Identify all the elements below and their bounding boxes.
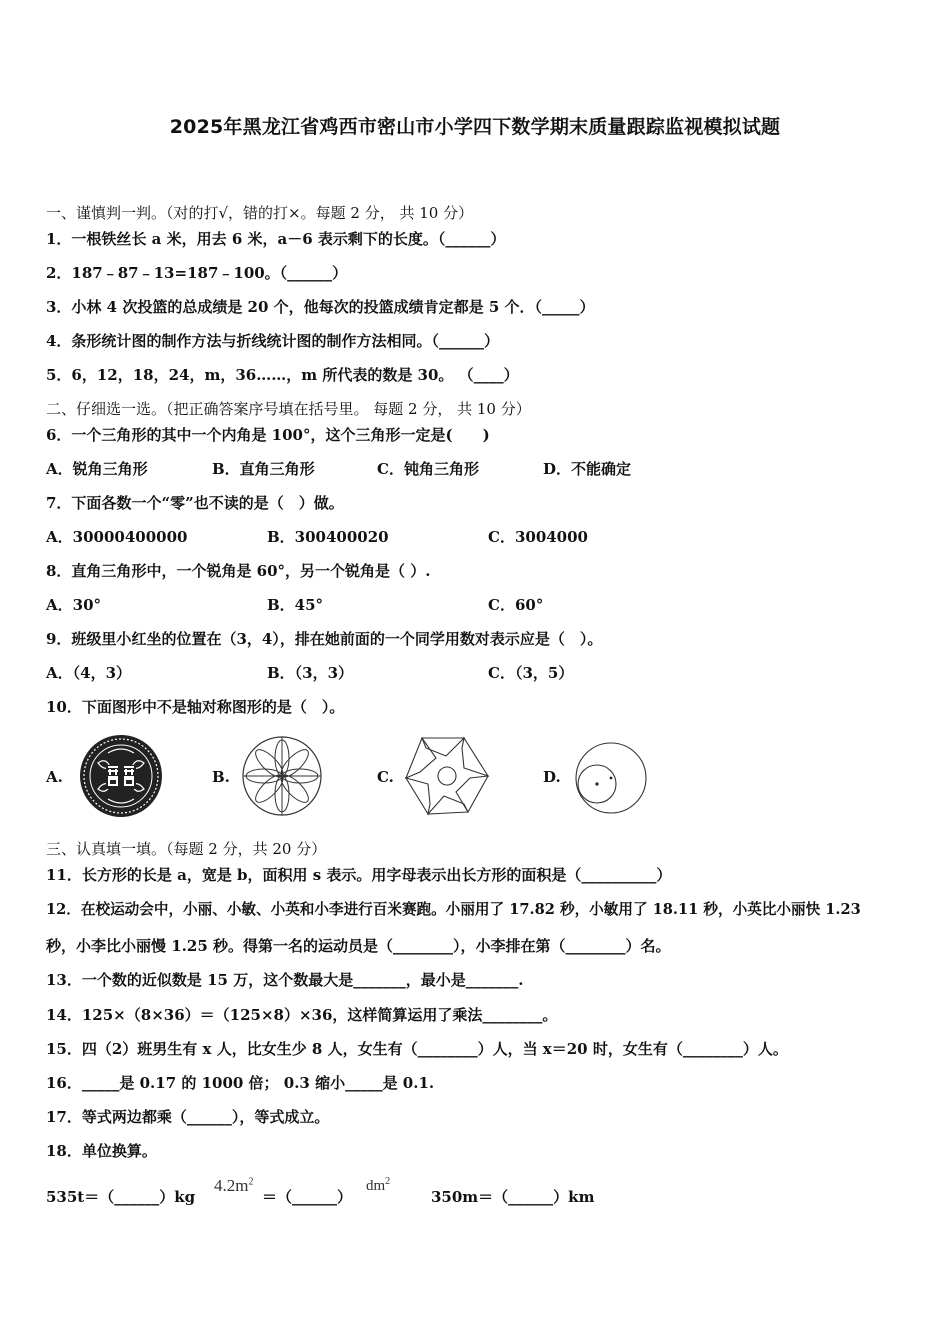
question-4: 4．条形统计图的制作方法与折线统计图的制作方法相同。（______） [46, 332, 499, 350]
q9-option-b: B．（3，3） [267, 664, 354, 682]
q7-option-c: C．3004000 [488, 528, 588, 546]
q10-option-b: B. [212, 768, 230, 786]
double-happiness-medallion-figure [78, 733, 164, 823]
q18-part-b-blank: ＝（______） [262, 1188, 353, 1206]
question-3: 3．小林 4 次投篮的总成绩是 20 个，他每次的投篮成绩肯定都是 5 个．（_____） [46, 298, 595, 316]
q18-area-unit: $dm^2$ [366, 1176, 391, 1194]
question-12-line1: 12．在校运动会中，小丽、小敏、小英和小李进行百米赛跑。小丽用了 17.82 秒，小敏用了 18.11 秒，小英比小丽快 1.23 [46, 901, 861, 918]
question-18: 18．单位换算。 [46, 1142, 157, 1160]
q8-option-b: B．45° [267, 596, 324, 614]
q6-option-a: A．锐角三角形 [46, 460, 148, 478]
section3-heading: 三、认真填一填。（每题 2 分，共 20 分） [46, 840, 327, 858]
q18-area-value: $4.2m^2$ [214, 1176, 254, 1195]
section1-heading: 一、谨慎判一判。（对的打√，错的打×。每题 2 分， 共 10 分） [46, 204, 474, 222]
section2-heading: 二、仔细选一选。（把正确答案序号填在括号里。 每题 2 分， 共 10 分） [46, 400, 531, 418]
q6-option-b: B．直角三角形 [212, 460, 315, 478]
flower-circle-figure [240, 734, 324, 822]
question-8: 8．直角三角形中，一个锐角是 60°，另一个锐角是（ ）. [46, 562, 431, 580]
question-14: 14．125×（8×36）＝（125×8）×36，这样简算运用了乘法________。 [46, 1006, 558, 1024]
q10-option-d: D. [543, 768, 561, 786]
question-1: 1．一根铁丝长 a 米，用去 6 米，a－6 表示剩下的长度。（______） [46, 230, 506, 248]
question-6: 6．一个三角形的其中一个内角是 100°，这个三角形一定是( ) [46, 426, 490, 444]
nested-circles-figure [573, 740, 649, 820]
q7-option-b: B．300400020 [267, 528, 389, 546]
q10-option-c: C. [377, 768, 394, 786]
question-12-line2: 秒，小李比小丽慢 1.25 秒。得第一名的运动员是（________），小李排在第（________）名。 [46, 937, 671, 955]
pinwheel-hexagon-figure [402, 734, 492, 824]
q10-option-a: A. [46, 768, 63, 786]
question-16: 16．_____是 0.17 的 1000 倍； 0.3 缩小_____是 0.1. [46, 1074, 435, 1092]
question-7: 7．下面各数一个“零”也不读的是（ ）做。 [46, 494, 344, 512]
question-2: 2．187﹣87﹣13=187﹣100。（______） [46, 264, 348, 282]
question-11: 11．长方形的长是 a，宽是 b，面积用 s 表示。用字母表示出长方形的面积是（__________） [46, 866, 672, 884]
q9-option-c: C．（3，5） [488, 664, 574, 682]
question-13: 13．一个数的近似数是 15 万，这个数最大是_______，最小是_______. [46, 971, 524, 989]
question-10: 10．下面图形中不是轴对称图形的是（ ）。 [46, 698, 345, 716]
q9-option-a: A．（4，3） [46, 664, 132, 682]
q18-part-c: 350m＝（______）km [431, 1188, 595, 1206]
q8-option-a: A．30° [46, 596, 102, 614]
page-title: 2025年黑龙江省鸡西市密山市小学四下数学期末质量跟踪监视模拟试题 [169, 116, 781, 138]
q6-option-d: D．不能确定 [543, 460, 632, 478]
q7-option-a: A．30000400000 [46, 528, 188, 546]
question-5: 5．6，12，18，24，m，36……，m 所代表的数是 30。 （____） [46, 366, 519, 384]
q6-option-c: C．钝角三角形 [377, 460, 479, 478]
question-17: 17．等式两边都乘（______），等式成立。 [46, 1108, 330, 1126]
q18-part-a: 535t＝（______）kg [46, 1188, 196, 1206]
question-15: 15．四（2）班男生有 x 人，比女生少 8 人，女生有（________）人，当 x＝20 时，女生有（________）人。 [46, 1040, 788, 1058]
q8-option-c: C．60° [488, 596, 544, 614]
question-9: 9．班级里小红坐的位置在（3，4），排在她前面的一个同学用数对表示应是（ ）。 [46, 630, 603, 648]
